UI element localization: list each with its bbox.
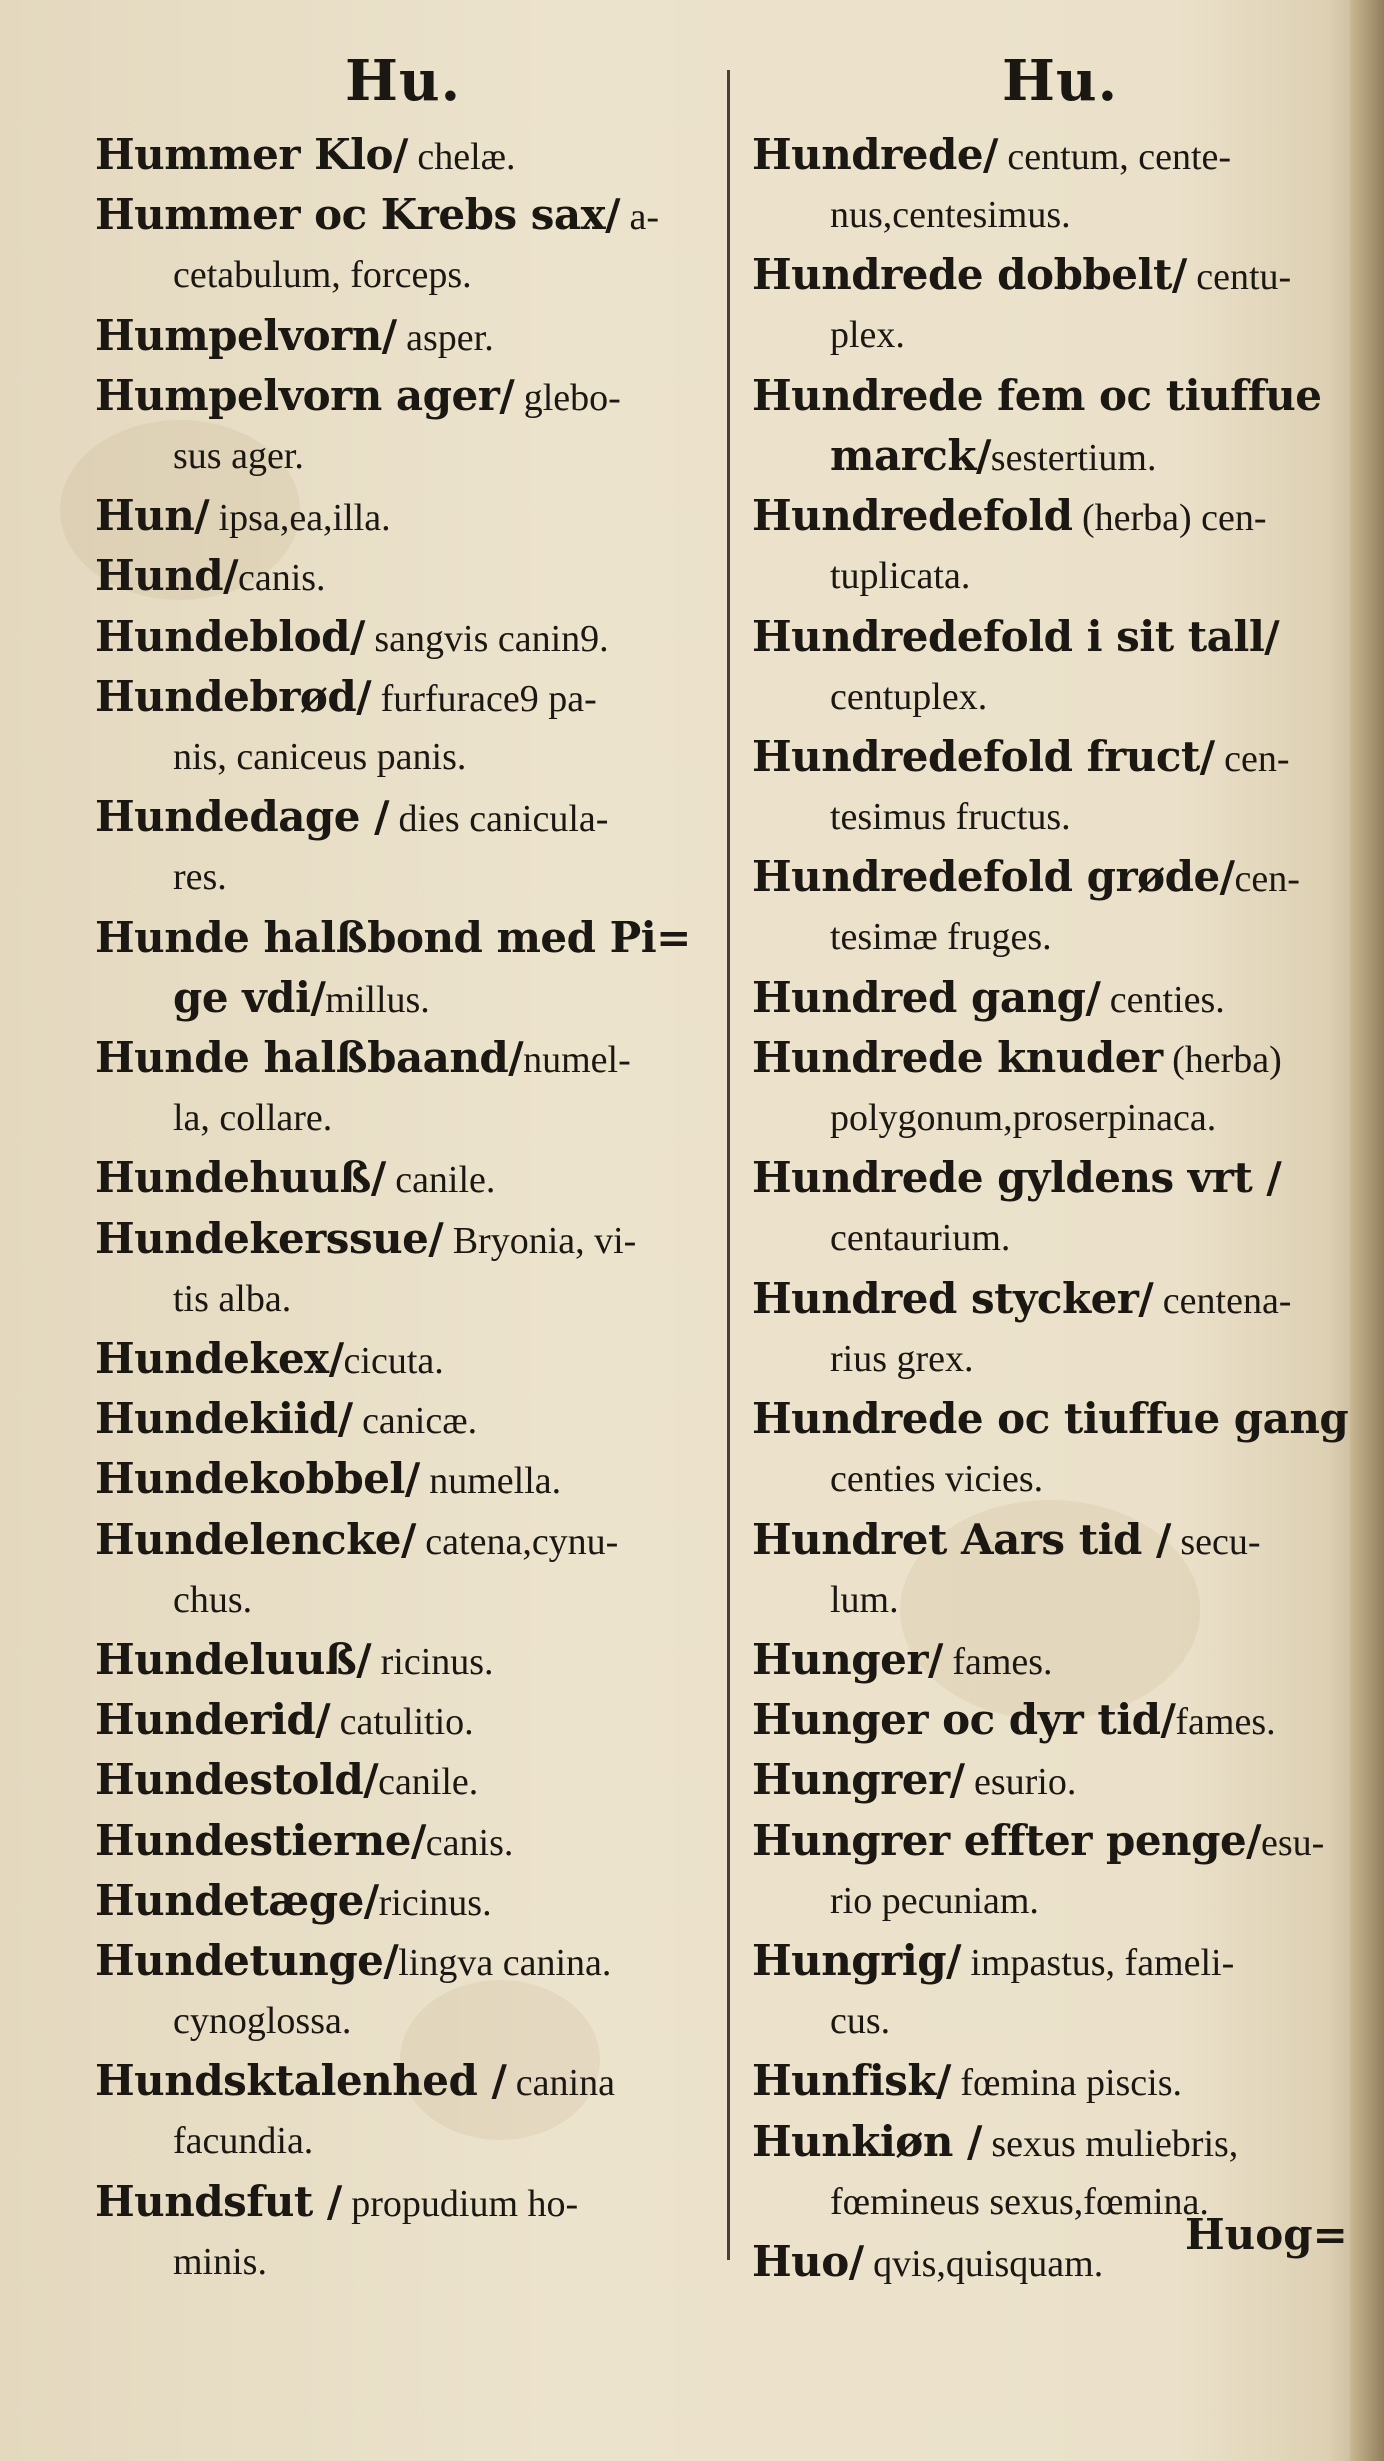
entry-continuation-line: [752, 185, 1352, 245]
entry-line: [752, 1630, 1352, 1690]
latin-gloss: fames.: [1175, 1701, 1276, 1744]
dictionary-entry: [752, 2051, 1352, 2111]
entry-continuation-line: [752, 787, 1352, 847]
entry-line: [752, 727, 1352, 787]
latin-gloss: centena-: [1153, 1279, 1292, 1322]
latin-gloss: tesimæ fruges.: [830, 916, 1052, 959]
dictionary-entry: [752, 1148, 1352, 1268]
headword: Hundrede/: [752, 130, 998, 179]
headword: Hundred gang/: [752, 972, 1101, 1022]
headword: Hun/: [95, 491, 210, 541]
headword: ge vdi/: [173, 972, 326, 1022]
entry-line: [95, 546, 725, 606]
headword: Hundredefold i sit tall/: [752, 611, 1280, 661]
latin-gloss: cus.: [830, 2000, 891, 2042]
entry-continuation-line: [95, 1269, 725, 1329]
dictionary-entry: [95, 2172, 725, 2292]
dictionary-entry: [95, 787, 725, 907]
entry-line: [752, 125, 1352, 185]
headword: Hundredefold: [752, 491, 1073, 541]
catchword: Huog=: [1185, 2210, 1348, 2259]
entry-continuation-line: [752, 1991, 1352, 2051]
headword: Hundsfut /: [95, 2176, 342, 2226]
latin-gloss: impastus, fameli-: [960, 1942, 1235, 1984]
headword: Hundret Aars tid /: [752, 1514, 1171, 1564]
dictionary-entry: [95, 1510, 725, 1630]
entry-line: [95, 1510, 725, 1570]
latin-gloss: millus.: [325, 978, 430, 1021]
headword: Hundekiid/: [95, 1394, 353, 1444]
latin-gloss: la, collare.: [173, 1097, 333, 1139]
latin-gloss: canile.: [378, 1761, 479, 1804]
running-head-left: Hu.: [345, 48, 462, 114]
dictionary-entry: [752, 1811, 1352, 1931]
headword: Hundetæge/: [95, 1875, 379, 1925]
entry-continuation-line: [95, 1088, 725, 1148]
latin-gloss: cetabulum, forceps.: [173, 254, 472, 297]
dictionary-entry: [95, 366, 725, 486]
headword: Hunger oc dyr tid/: [752, 1695, 1176, 1745]
headword: Hunfisk/: [752, 2056, 951, 2106]
dictionary-entry: [95, 1148, 725, 1208]
dictionary-entry: [752, 1630, 1352, 1690]
entry-continuation-line: [752, 1570, 1352, 1630]
entry-continuation-line: [752, 1088, 1352, 1148]
dictionary-entry: [95, 1329, 725, 1389]
headword: Hunde halßbaand/: [95, 1033, 524, 1082]
dictionary-entry: [752, 847, 1352, 967]
dictionary-entry: [752, 1510, 1352, 1630]
headword: Huo/: [752, 2237, 864, 2286]
headword: Hundredefold grøde/: [752, 852, 1235, 902]
latin-gloss: Bryonia, vi-: [443, 1219, 637, 1262]
dictionary-entry: [95, 1871, 725, 1931]
entry-continuation-line: [752, 1329, 1352, 1389]
entry-line: [95, 667, 725, 727]
entry-continuation-line: [95, 426, 725, 486]
dictionary-entry: [752, 968, 1352, 1028]
latin-gloss: ricinus.: [378, 1881, 492, 1924]
latin-gloss: sangvis canin9.: [364, 617, 609, 660]
entry-line: [95, 1690, 725, 1750]
latin-gloss: (herba): [1162, 1039, 1282, 1081]
entry-line: [95, 607, 725, 667]
entry-line: [752, 2051, 1352, 2111]
headword: Hummer Klo/: [95, 130, 408, 179]
entry-line: [95, 1449, 725, 1509]
latin-gloss: glebo-: [514, 376, 621, 419]
dictionary-entry: [95, 185, 725, 305]
latin-gloss: tesimus fructus.: [830, 796, 1071, 838]
entry-line: [95, 1871, 725, 1931]
latin-gloss: canis.: [425, 1821, 514, 1864]
latin-gloss: furfurace9 pa-: [371, 677, 597, 720]
dictionary-entry: [95, 1449, 725, 1509]
latin-gloss: centaurium.: [830, 1217, 1011, 1260]
entry-line: [752, 1931, 1352, 1991]
latin-gloss: centies vicies.: [830, 1458, 1044, 1501]
entry-line: [95, 1209, 725, 1269]
latin-gloss: qvis,quisquam.: [863, 2243, 1104, 2285]
latin-gloss: centuplex.: [830, 675, 988, 718]
dictionary-entry: [752, 607, 1352, 727]
latin-gloss: centum, cente-: [997, 136, 1232, 178]
headword: Hundrede oc tiuffue gang: [752, 1394, 1349, 1444]
entry-line: [95, 125, 725, 185]
entry-continuation-line: [95, 245, 725, 305]
latin-gloss: polygonum,proserpinaca.: [830, 1097, 1217, 1139]
entry-line: [95, 366, 725, 426]
latin-gloss: dies canicula-: [388, 798, 609, 841]
entry-line: [752, 1269, 1352, 1329]
entry-continuation-line: [95, 847, 725, 907]
headword: Humpelvorn ager/: [95, 370, 515, 420]
entry-line: [752, 1148, 1352, 1208]
headword: Hundrede gyldens vrt /: [752, 1153, 1282, 1203]
latin-gloss: tis alba.: [173, 1277, 292, 1320]
entry-continuation-line: [752, 1871, 1352, 1931]
headword: Hundeblod/: [95, 611, 365, 661]
dictionary-entry: [752, 125, 1352, 245]
entry-line: [95, 2172, 725, 2232]
dictionary-entry: [95, 1690, 725, 1750]
latin-gloss: res.: [173, 856, 227, 899]
headword: Hundestold/: [95, 1755, 379, 1805]
dictionary-entry: [752, 1028, 1352, 1148]
dictionary-entry: [752, 1389, 1352, 1509]
entry-continuation-line: [95, 2232, 725, 2292]
latin-gloss: centu-: [1186, 256, 1292, 299]
dictionary-entry: [95, 1389, 725, 1449]
latin-gloss: canina: [506, 2062, 615, 2105]
latin-gloss: chelæ.: [407, 136, 516, 178]
dictionary-entry: [752, 486, 1352, 606]
headword: Hundelencke/: [95, 1514, 416, 1564]
dictionary-entry: [95, 1028, 725, 1148]
entry-line: [752, 607, 1352, 667]
headword: Hunger/: [752, 1635, 943, 1684]
dictionary-entry: [752, 245, 1352, 365]
headword: Hundehuuß/: [95, 1153, 386, 1203]
latin-gloss: canicæ.: [352, 1400, 478, 1443]
latin-gloss: sexus muliebris,: [981, 2122, 1239, 2165]
headword: Hundrede fem oc tiuffue: [752, 370, 1322, 420]
entry-line: [752, 1389, 1352, 1449]
headword: Hundebrød/: [95, 671, 372, 721]
headword: Hummer oc Krebs sax/: [95, 190, 621, 240]
latin-gloss: cen-: [1214, 738, 1290, 780]
entry-continuation-line: [752, 1208, 1352, 1268]
latin-gloss: cen-: [1234, 858, 1300, 901]
latin-gloss: ricinus.: [371, 1641, 494, 1683]
latin-gloss: nus,centesimus.: [830, 194, 1071, 236]
headword: Hungrer effter penge/: [752, 1815, 1262, 1865]
latin-gloss: minis.: [173, 2240, 267, 2283]
headword: Hunkiøn /: [752, 2116, 982, 2166]
latin-gloss: facundia.: [173, 2120, 314, 2163]
entry-line: [752, 486, 1352, 546]
latin-gloss: catulitio.: [330, 1701, 474, 1744]
entry-line: [95, 1630, 725, 1690]
latin-gloss: tuplicata.: [830, 555, 971, 598]
entry-line: [95, 1389, 725, 1449]
entry-line: [752, 1028, 1352, 1088]
entry-line: [95, 1148, 725, 1208]
dictionary-entry: [752, 1931, 1352, 2051]
headword: Hundekex/: [95, 1334, 344, 1383]
running-head-right: Hu.: [1002, 48, 1119, 114]
headword: Hundestierne/: [95, 1815, 426, 1865]
latin-gloss: fœmineus sexus,fœmina.: [830, 2180, 1209, 2223]
entry-line: [752, 1811, 1352, 1871]
headword: Hundekerssue/: [95, 1213, 444, 1263]
entry-continuation-line: [752, 1449, 1352, 1509]
latin-gloss: a-: [620, 196, 660, 239]
latin-gloss: esu-: [1261, 1821, 1325, 1864]
latin-gloss: esurio.: [964, 1761, 1077, 1804]
dictionary-entry: [95, 125, 725, 185]
latin-gloss: lum.: [830, 1578, 899, 1621]
latin-gloss: plex.: [830, 314, 905, 357]
latin-gloss: centies.: [1100, 978, 1225, 1021]
dictionary-entry: [95, 1811, 725, 1871]
entry-line: [95, 1750, 725, 1810]
latin-gloss: chus.: [173, 1578, 253, 1621]
dictionary-entry: [95, 1931, 725, 2051]
headword: Humpelvorn/: [95, 310, 397, 360]
headword: Hungrig/: [752, 1936, 961, 1985]
latin-gloss: canis.: [237, 557, 326, 600]
latin-gloss: fames.: [942, 1641, 1053, 1683]
entry-line: [95, 185, 725, 245]
headword: Hundekobbel/: [95, 1454, 420, 1504]
headword: Hundredefold fruct/: [752, 732, 1215, 781]
latin-gloss: sestertium.: [990, 436, 1157, 479]
entry-continuation-line: [95, 968, 725, 1028]
page-edge: [1350, 0, 1384, 2461]
entry-line: [752, 847, 1352, 907]
latin-gloss: nis, caniceus panis.: [173, 735, 467, 778]
headword: Hund/: [95, 551, 238, 601]
entry-line: [95, 1028, 725, 1088]
dictionary-entry: [95, 667, 725, 787]
entry-line: [95, 787, 725, 847]
dictionary-entry: [95, 1209, 725, 1329]
entry-continuation-line: [752, 546, 1352, 606]
entry-line: [95, 1329, 725, 1389]
latin-gloss: fœmina piscis.: [950, 2062, 1183, 2105]
entry-continuation-line: [752, 305, 1352, 365]
latin-gloss: propudium ho-: [341, 2182, 579, 2225]
dictionary-entry: [95, 1750, 725, 1810]
entry-continuation-line: [95, 727, 725, 787]
entry-line: [95, 908, 725, 968]
entry-line: [95, 1931, 725, 1991]
entry-line: [752, 1510, 1352, 1570]
entry-line: [752, 366, 1352, 426]
dictionary-entry: [752, 727, 1352, 847]
entry-line: [752, 2112, 1352, 2172]
dictionary-entry: [95, 908, 725, 1028]
headword: Hundsktalenhed /: [95, 2056, 507, 2106]
entry-continuation-line: [95, 2111, 725, 2171]
entry-continuation-line: [95, 1991, 725, 2051]
dictionary-entry: [752, 366, 1352, 486]
entry-line: [95, 2051, 725, 2111]
entry-line: [95, 486, 725, 546]
latin-gloss: canile.: [385, 1159, 496, 1202]
latin-gloss: asper.: [396, 316, 494, 359]
dictionary-entry: [95, 306, 725, 366]
entry-line: [752, 968, 1352, 1028]
latin-gloss: numella.: [419, 1460, 562, 1503]
latin-gloss: cynoglossa.: [173, 2000, 352, 2042]
latin-gloss: sus ager.: [173, 434, 304, 477]
headword: Hungrer/: [752, 1755, 965, 1805]
latin-gloss: catena,cynu-: [415, 1520, 619, 1563]
headword: marck/: [830, 430, 991, 480]
dictionary-entry: [95, 486, 725, 546]
latin-gloss: rio pecuniam.: [830, 1879, 1039, 1922]
headword: Hundred stycker/: [752, 1273, 1154, 1323]
latin-gloss: lingva canina.: [398, 1942, 612, 1984]
headword: Hunderid/: [95, 1695, 331, 1745]
entry-line: [752, 245, 1352, 305]
dictionary-entry: [752, 1690, 1352, 1750]
headword: Hunde halßbond med Pi=: [95, 912, 691, 962]
headword: Hundedage /: [95, 792, 389, 842]
latin-gloss: rius grex.: [830, 1337, 974, 1380]
entry-continuation-line: [752, 426, 1352, 486]
headword: Hundetunge/: [95, 1936, 399, 1985]
latin-gloss: ipsa,ea,illa.: [209, 497, 391, 540]
dictionary-entry: [752, 1269, 1352, 1389]
headword: Hundeluuß/: [95, 1635, 372, 1684]
headword: Hundrede dobbelt/: [752, 250, 1187, 300]
entry-line: [95, 306, 725, 366]
latin-gloss: secu-: [1170, 1520, 1261, 1563]
entry-line: [752, 1750, 1352, 1810]
dictionary-entry: [95, 546, 725, 606]
dictionary-entry: [95, 607, 725, 667]
entry-line: [752, 1690, 1352, 1750]
latin-gloss: (herba) cen-: [1072, 497, 1267, 540]
headword: Hundrede knuder: [752, 1033, 1163, 1082]
dictionary-entry: [752, 1750, 1352, 1810]
entry-line: [95, 1811, 725, 1871]
dictionary-entry: [95, 2051, 725, 2171]
entry-continuation-line: [752, 667, 1352, 727]
latin-gloss: cicuta.: [343, 1340, 444, 1382]
entry-continuation-line: [95, 1570, 725, 1630]
dictionary-entry: [95, 1630, 725, 1690]
entry-continuation-line: [752, 907, 1352, 967]
latin-gloss: numel-: [523, 1039, 631, 1081]
column-divider: [727, 70, 730, 2260]
